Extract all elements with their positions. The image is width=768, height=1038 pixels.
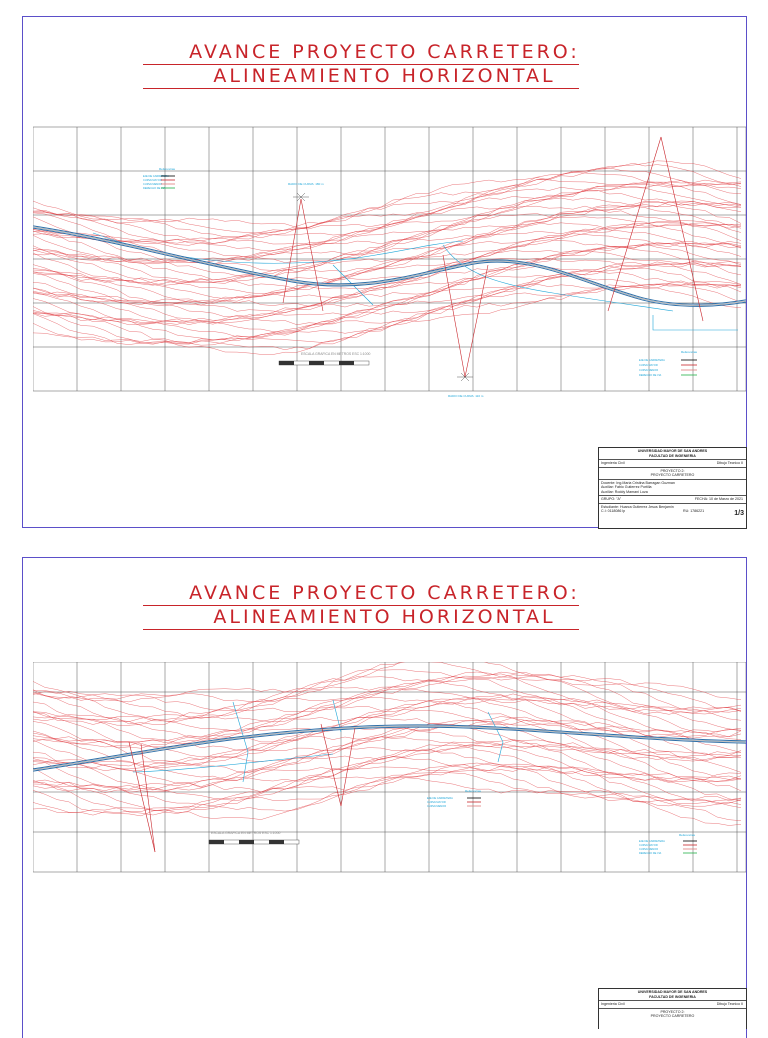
student-row: Estudiante: Huarca Gutierrez Jesus Benjamin C.I: 0118086 lp RU: 1786221 1/3 bbox=[601, 504, 744, 517]
drawing-sheet-1 bbox=[22, 16, 747, 528]
drawing-sheet-2 bbox=[22, 557, 747, 1038]
scale-bar bbox=[209, 831, 299, 844]
sheet-number: 1/3 bbox=[734, 509, 744, 517]
coordinate-grid bbox=[33, 127, 746, 391]
svg-text:Referencias: Referencias bbox=[681, 350, 698, 354]
contour-lines bbox=[33, 161, 741, 355]
svg-text:Referencias: Referencias bbox=[679, 833, 696, 837]
tangent-lines bbox=[283, 137, 703, 377]
title-line-2: ALINEAMIENTO HORIZONTAL bbox=[213, 606, 556, 628]
legend-label: CURVA MENOR bbox=[143, 183, 163, 186]
staff-row: Docente: Ing.Maria Cristina Barragan Guzman Auxiliar: Fabio Gutierrez Portilla Auxiliar: Roddy Mamani Loza bbox=[599, 480, 746, 497]
svg-text:CURVA MAYOR: CURVA MAYOR bbox=[639, 844, 658, 847]
legend-title: Referencias bbox=[159, 167, 176, 171]
plan-view-2 bbox=[33, 662, 746, 882]
svg-text:EJE DE CARRETERA: EJE DE CARRETERA bbox=[639, 359, 665, 362]
career-row: Ingenieria Civil Dibujo Tecnico II bbox=[599, 1001, 746, 1009]
title-block-2 bbox=[598, 988, 747, 1029]
svg-text:DERECHO DE VIA: DERECHO DE VIA bbox=[639, 852, 662, 855]
legend-label: DERECHO DE VIA bbox=[143, 187, 166, 190]
svg-text:EJE DE CARRETERA: EJE DE CARRETERA bbox=[427, 797, 453, 800]
group-row: GRUPO: "A" FECHA: 10 de Marzo de 2021 bbox=[599, 496, 746, 504]
svg-text:EJE DE CARRETERA: EJE DE CARRETERA bbox=[639, 840, 665, 843]
svg-text:CURVA MENOR: CURVA MENOR bbox=[639, 848, 659, 851]
university-name: UNIVERSIDAD MAYOR DE SAN ANDRES FACULTAD DE INGENIERIA bbox=[599, 989, 746, 1001]
title-rule bbox=[143, 629, 579, 630]
legend-4 bbox=[639, 833, 697, 855]
legend-label: CURVA MAYOR bbox=[143, 179, 162, 182]
svg-text:Referencias: Referencias bbox=[465, 789, 482, 793]
scale-label: ESCALA GRAFICA EN METROS ESC 1:1000 bbox=[211, 831, 281, 835]
title-line-2: ALINEAMIENTO HORIZONTAL bbox=[213, 65, 556, 87]
svg-text:RADIO DE CURVA: 110 m: RADIO DE CURVA: 110 m bbox=[448, 394, 484, 398]
curve-note-top bbox=[288, 182, 324, 201]
university-name: UNIVERSIDAD MAYOR DE SAN ANDRES FACULTAD DE INGENIERIA bbox=[599, 448, 746, 460]
drainage-lines bbox=[133, 700, 503, 782]
svg-text:DERECHO DE VIA: DERECHO DE VIA bbox=[639, 374, 662, 377]
title-line-1: AVANCE PROYECTO CARRETERO: bbox=[189, 41, 580, 63]
svg-text:CURVA MENOR: CURVA MENOR bbox=[427, 805, 447, 808]
legend-label: EJE DE CARRETERA bbox=[143, 175, 169, 178]
curve-note-bottom bbox=[448, 373, 484, 398]
title-rule bbox=[143, 88, 579, 89]
legend-1 bbox=[143, 167, 176, 190]
svg-text:CURVA MENOR: CURVA MENOR bbox=[639, 369, 659, 372]
svg-text:RADIO DE CURVA: 180 m: RADIO DE CURVA: 180 m bbox=[288, 182, 324, 186]
project-name: PROYECTO 2: PROYECTO CARRETERO bbox=[650, 1009, 695, 1018]
scale-label: ESCALA GRAFICA EN METROS ESC 1:1000 bbox=[301, 352, 371, 356]
legend-2 bbox=[639, 350, 698, 377]
title-line-1: AVANCE PROYECTO CARRETERO: bbox=[189, 582, 580, 604]
scale-bar bbox=[279, 352, 370, 365]
plan-view-1 bbox=[33, 115, 746, 405]
project-name: PROYECTO 2: PROYECTO CARRETERO bbox=[599, 468, 746, 480]
svg-text:CURVA MAYOR: CURVA MAYOR bbox=[427, 801, 446, 804]
svg-text:CURVA MAYOR: CURVA MAYOR bbox=[639, 364, 658, 367]
title-block-1 bbox=[598, 447, 747, 529]
contour-lines bbox=[33, 662, 741, 826]
career-row: Ingenieria Civil Dibujo Tecnico II bbox=[599, 460, 746, 468]
